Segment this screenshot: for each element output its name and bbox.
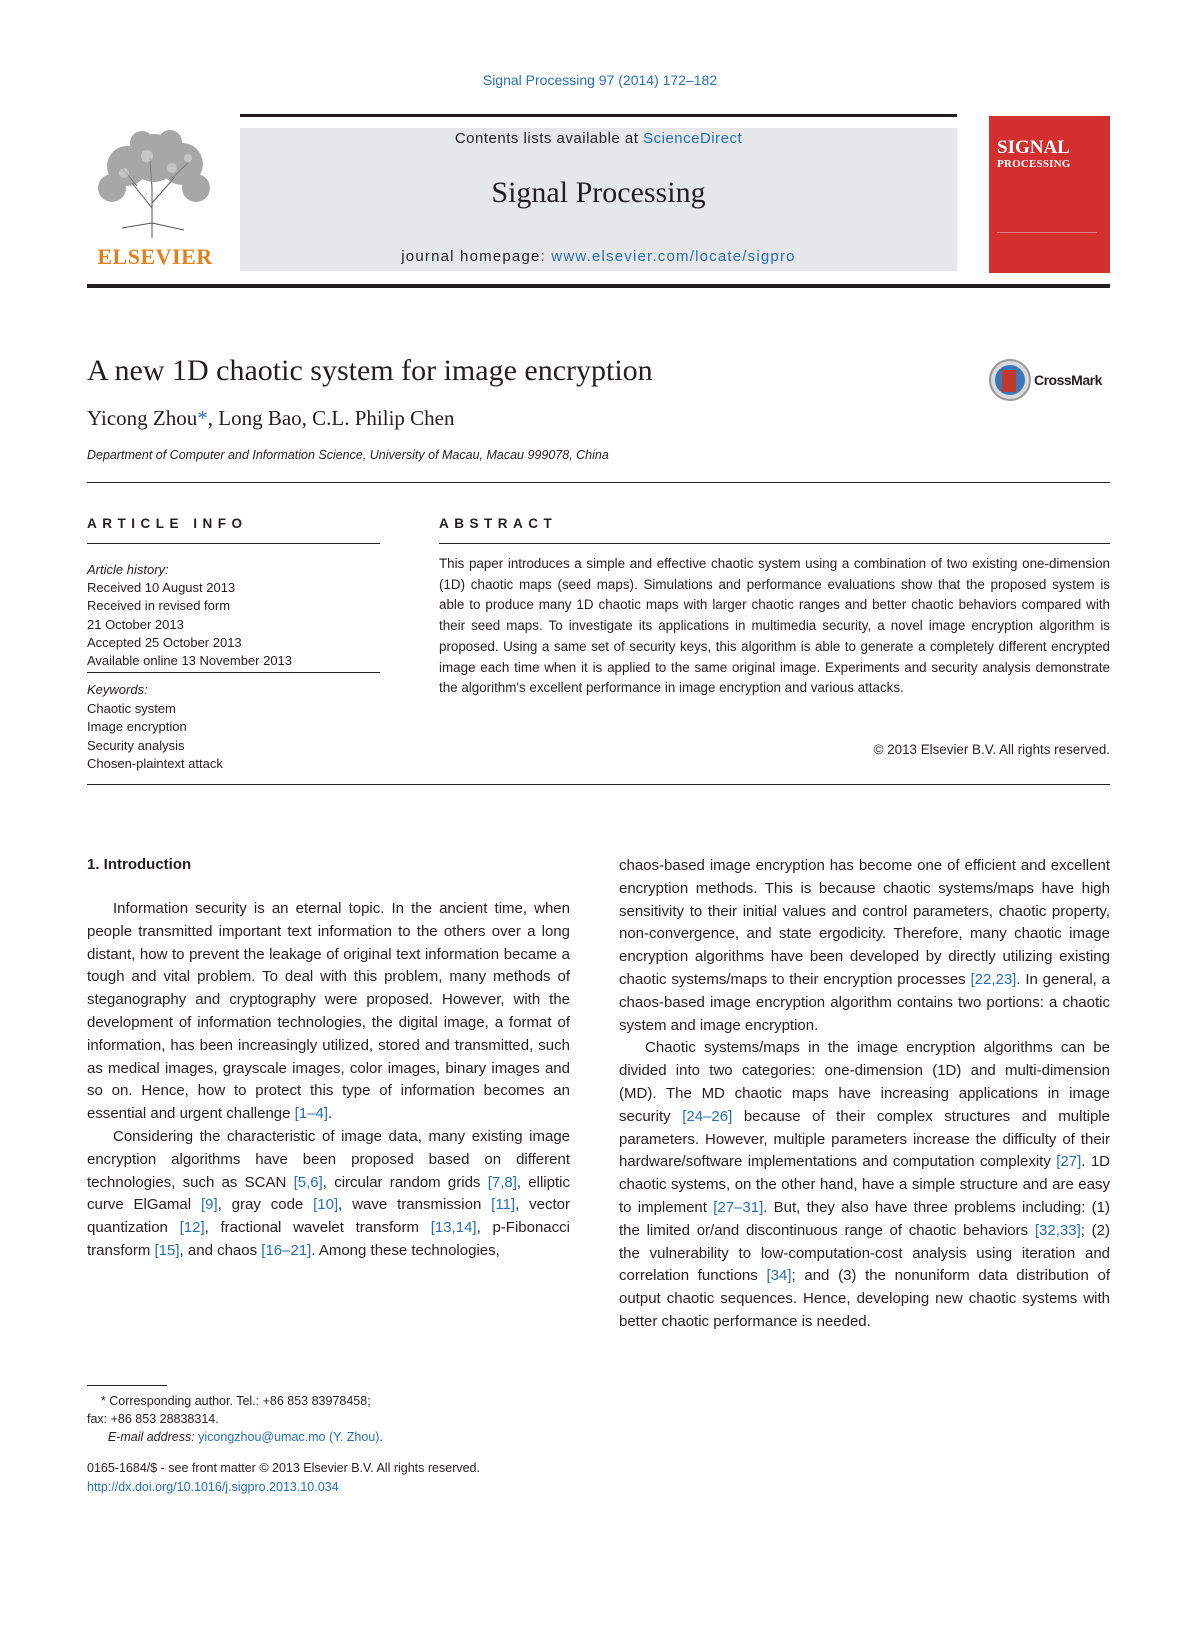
crossmark-label[interactable]: CrossMark	[1034, 372, 1102, 388]
homepage-link[interactable]: www.elsevier.com/locate/sigpro	[551, 248, 796, 265]
citation-link[interactable]: [16–21]	[261, 1241, 312, 1259]
article-history	[87, 561, 380, 670]
keyword-item: Chaotic system	[87, 700, 176, 716]
elsevier-wordmark: ELSEVIER	[97, 244, 213, 269]
paragraph: Considering the characteristic of image data, many existing image encryption algorithms have been proposed based on different technologies, such as SCAN [5,6], circular random grids [7,8], elliptic curve ElGamal [9], gray code [10], wave transmission [11], vector quantization [12], fractional wavelet transform [13,14], p-Fibonacci transform [15], and chaos [16–21]. Among these technologies,	[87, 1127, 570, 1259]
citation-link[interactable]: [32,33]	[1034, 1221, 1081, 1239]
homepage-prefix: journal homepage:	[401, 248, 552, 265]
citation-link[interactable]: [9]	[200, 1196, 218, 1214]
contents-prefix: Contents lists available at	[454, 130, 644, 147]
footnote-contact: Corresponding author. Tel.: +86 853 83978458;	[105, 1394, 371, 1408]
keyword-item: Image encryption	[87, 719, 187, 735]
keywords-label: Keywords:	[87, 682, 148, 697]
cover-title-line2: PROCESSING	[997, 158, 1071, 170]
keyword-item: Chosen-plaintext attack	[87, 756, 223, 772]
paragraph: Information security is an eternal topic. In the ancient time, when people transmitted important text information to the others over a long distant, how to prevent the leakage of original text information became a tough and vital problem. To deal with this problem, many methods of steganography and cryptography were proposed. However, with the development of information technologies, the digital image, a format of information, has been increasingly utilized, stored and transmitted, such as medical images, grayscale images, color images, binary images and so on. Hence, how to protect this type of information becomes an essential and urgent challenge [1–4].	[87, 900, 570, 1123]
citation-link[interactable]: [11]	[491, 1196, 516, 1214]
citation-link[interactable]: [1–4]	[294, 1105, 329, 1123]
email-label: E-mail address:	[107, 1430, 199, 1444]
issn-line: 0165-1684/$ - see front matter © 2013 Elsevier B.V. All rights reserved.	[87, 1461, 480, 1475]
front-matter	[87, 1459, 570, 1496]
history-entry: Received in revised form	[87, 598, 231, 614]
history-label: Article history:	[87, 562, 169, 577]
author-list	[87, 406, 455, 431]
section-heading-introduction: 1. Introduction	[87, 856, 192, 873]
sciencedirect-link[interactable]: ScienceDirect	[643, 130, 743, 147]
citation-link[interactable]: [22,23]	[970, 970, 1017, 988]
citation-link[interactable]: [24–26]	[682, 1107, 733, 1125]
header-bottom-rule	[87, 284, 1110, 288]
citation-link[interactable]: [27]	[1056, 1153, 1082, 1171]
history-entry: Accepted 25 October 2013	[87, 634, 242, 650]
journal-cover-title	[997, 139, 1105, 173]
citation-link[interactable]: [10]	[313, 1196, 339, 1214]
footnote-fax: fax: +86 853 28838314.	[87, 1412, 219, 1426]
header-top-rule	[240, 114, 957, 117]
cover-title-line1: SIGNAL	[997, 137, 1070, 158]
citation-link[interactable]: [34]	[766, 1267, 792, 1285]
crossmark-icon[interactable]	[988, 358, 1032, 402]
paragraph: chaos-based image encryption has become one of efficient and excellent encryption methods. This is because chaotic systems/maps have high sensitivity to their initial values and control parameters, chaotic property, non-convergence, and state ergodicity. Therefore, many chaotic image encryption algorithms have been developed by directly utilizing existing chaotic systems/maps to their encryption processes [22,23]. In general, a chaos-based image encryption algorithm contains two portions: a chaotic system and image encryption.	[619, 857, 1110, 1034]
citation-link[interactable]: [15]	[154, 1241, 180, 1259]
abstract-rule	[439, 543, 1110, 544]
journal-citation-link[interactable]: Signal Processing 97 (2014) 172–182	[482, 72, 718, 88]
cover-decoration	[997, 232, 1097, 249]
abstract-end-rule	[87, 784, 1110, 785]
email-link[interactable]: yicongzhou@umac.mo (Y. Zhou)	[198, 1430, 380, 1444]
author-affiliation: Department of Computer and Information Science, University of Macau, Macau 999078, China	[87, 448, 609, 462]
history-entry: 21 October 2013	[87, 616, 184, 632]
journal-homepage	[240, 248, 957, 265]
corresponding-author-footnote: * Corresponding author. Tel.: +86 853 83978458; fax: +86 853 28838314. E-mail address: yicongzhou@umac.mo (Y. Zhou).	[87, 1392, 570, 1446]
contents-availability	[240, 130, 957, 147]
citation-link[interactable]: [5,6]	[293, 1173, 323, 1191]
abstract-heading: ABSTRACT	[439, 516, 558, 531]
citation-link[interactable]: [13,14]	[430, 1219, 477, 1237]
citation-link[interactable]: [7,8]	[487, 1173, 517, 1191]
history-entry: Available online 13 November 2013	[87, 653, 293, 669]
history-entry: Received 10 August 2013	[87, 580, 236, 596]
author-others: , Long Bao, C.L. Philip Chen	[207, 406, 455, 430]
citation-link[interactable]: [12]	[179, 1219, 205, 1237]
footnote-rule	[87, 1385, 167, 1386]
author-corresponding[interactable]: Yicong Zhou	[87, 406, 198, 430]
paper-title: A new 1D chaotic system for image encryption	[87, 354, 653, 387]
citation-link[interactable]: [27–31]	[713, 1198, 764, 1216]
article-info-heading: ARTICLE INFO	[87, 516, 248, 531]
abstract-text: This paper introduces a simple and effective chaotic system using a combination of two existing one-dimension (1D) chaotic maps (seed maps). Simulations and performance evaluations show that the proposed system is able to produce many 1D chaotic maps with larger chaotic ranges and better chaotic behaviors compared with their seed maps. To investigate its applications in multimedia security, a novel image encryption algorithm is proposed. Using a same set of security keys, this algorithm is able to generate a completely different encrypted image each time when it is applied to the same original image. Experiments and security analysis demonstrate the algorithm's excellent performance in image encryption and various attacks.	[439, 556, 1110, 696]
article-info-rule	[87, 543, 380, 544]
body-column-left	[87, 898, 570, 1263]
journal-title: Signal Processing	[491, 176, 706, 209]
paragraph: Chaotic systems/maps in the image encryption algorithms can be divided into two categories: one-dimension (1D) and multi-dimension (MD). The MD chaotic maps have increasing applications in image security [24–26] because of their complex structures and multiple parameters. However, multiple parameters increase the difficulty of their hardware/software implementations and computation complexity [27]. 1D chaotic systems, on the other hand, have a simple structure and are easy to implement [27–31]. But, they also have three problems including: (1) the limited or/and discontinuous range of chaotic behaviors [32,33]; (2) the vulnerability to low-computation-cost analysis using iteration and correlation functions [34]; and (3) the nonuniform data distribution of output chaotic sequences. Hence, developing new chaotic systems with better chaotic performance is needed.	[619, 1039, 1111, 1330]
abstract-copyright: © 2013 Elsevier B.V. All rights reserved.	[873, 742, 1110, 757]
elsevier-tree-logo-icon	[92, 128, 216, 240]
keywords-list	[87, 681, 380, 774]
affiliation-rule	[87, 482, 1110, 483]
footnote-marker: *	[100, 1394, 106, 1408]
doi-link[interactable]: http://dx.doi.org/10.1016/j.sigpro.2013.10.034	[87, 1479, 339, 1494]
corresponding-author-marker[interactable]: *	[197, 406, 208, 430]
keywords-rule	[87, 672, 380, 673]
keyword-item: Security analysis	[87, 737, 185, 753]
body-column-right	[619, 855, 1110, 1334]
